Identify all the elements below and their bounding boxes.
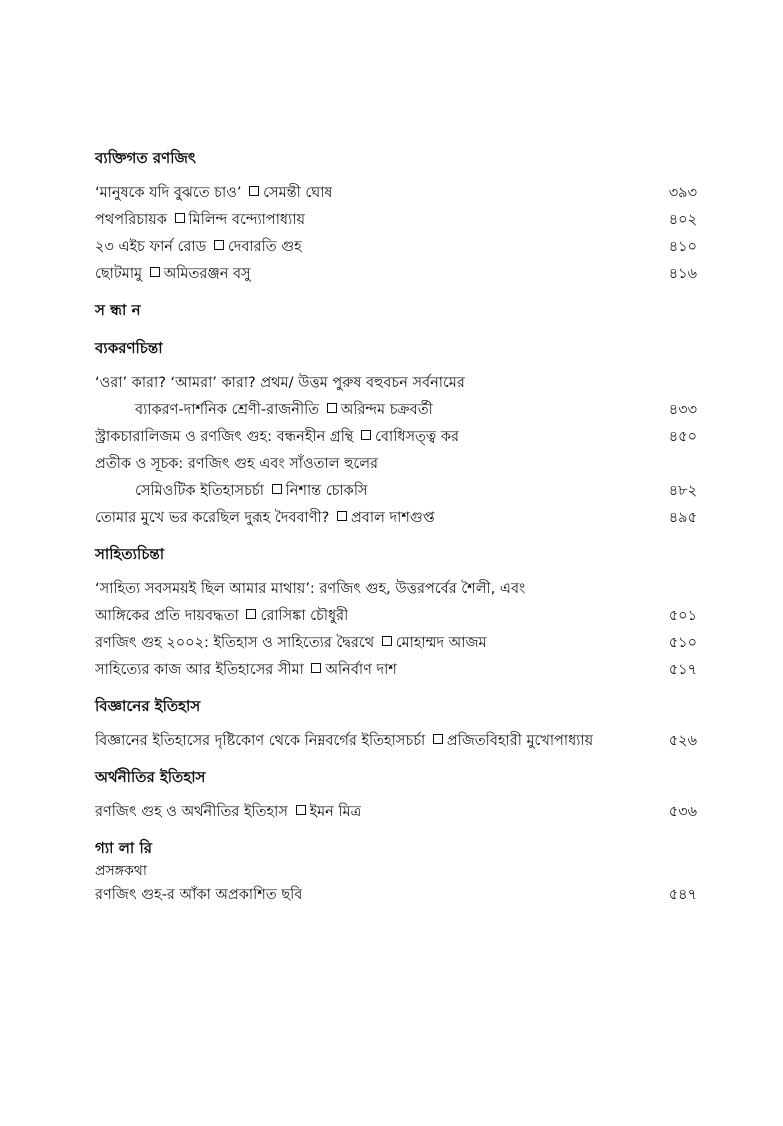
entry-page: ৩৯৩ bbox=[668, 185, 697, 201]
toc-entry[interactable] bbox=[95, 882, 697, 909]
entry-author: মোহাম্মদ আজম bbox=[395, 635, 487, 651]
entry-page: ৫১৭ bbox=[668, 662, 697, 678]
separator-box-icon bbox=[382, 636, 392, 646]
separator-box-icon bbox=[327, 403, 337, 413]
entry-author: অরিন্দম চক্রবর্তী bbox=[340, 402, 433, 418]
toc-entry[interactable] bbox=[95, 603, 697, 630]
entry-title: তোমার মুখে ভর করেছিল দুরূহ দৈববাণী? bbox=[95, 510, 330, 526]
entry-page: ৫৩৬ bbox=[668, 804, 697, 820]
toc-entry[interactable] bbox=[95, 397, 697, 424]
entry-title: ২৩ এইচ ফার্ন রোড bbox=[95, 239, 207, 255]
toc-entry[interactable] bbox=[95, 261, 697, 288]
separator-box-icon bbox=[249, 186, 259, 196]
entry-page: ৪৩৩ bbox=[668, 402, 697, 418]
entry-author: সেমন্তী ঘোষ bbox=[263, 185, 333, 201]
entry-author: অনির্বাণ দাশ bbox=[325, 662, 397, 678]
entry-author: দেবারতি গুহ bbox=[227, 239, 302, 255]
toc-entry[interactable] bbox=[95, 630, 697, 657]
separator-box-icon bbox=[214, 240, 224, 250]
entry-page: ৪০২ bbox=[668, 212, 697, 228]
separator-box-icon bbox=[361, 430, 371, 440]
part-heading: গ্যা লা রি bbox=[95, 839, 153, 857]
section-heading: ব্যক্তিগত রণজিৎ bbox=[95, 149, 196, 167]
toc-entry[interactable] bbox=[95, 424, 697, 451]
entry-page: ৪৫০ bbox=[668, 429, 697, 445]
entry-title: রণজিৎ গুহ ২০০২: ইতিহাস ও সাহিত্যের দ্বৈরথে bbox=[95, 635, 375, 651]
entry-title-line1: ‘সাহিত্য সবসময়ই ছিল আমার মাথায়’: রণজিৎ গুহ, উত্তরপর্বের শৈলী, এবং bbox=[95, 581, 526, 597]
entry-title: পথপরিচায়ক bbox=[95, 212, 167, 228]
separator-box-icon bbox=[246, 609, 256, 619]
table-of-contents bbox=[95, 146, 697, 909]
entry-page: ৫২৬ bbox=[668, 733, 697, 749]
entry-title: স্ট্রাকচারালিজম ও রণজিৎ গুহ: বন্ধনহীন গ্রন্থি bbox=[95, 429, 354, 445]
entry-author: বোধিসত্ত্ব কর bbox=[375, 429, 459, 445]
separator-box-icon bbox=[296, 805, 306, 815]
section-heading: অর্থনীতির ইতিহাস bbox=[95, 768, 206, 786]
toc-entry-line1[interactable] bbox=[95, 576, 697, 603]
entry-title: আঙ্গিকের প্রতি দায়বদ্ধতা bbox=[95, 608, 239, 624]
toc-entry-line1[interactable] bbox=[95, 451, 697, 478]
entry-title-line1: প্রতীক ও সূচক: রণজিৎ গুহ এবং সাঁওতাল হুলের bbox=[95, 456, 379, 472]
entry-title: রণজিৎ গুহ ও অর্থনীতির ইতিহাস bbox=[95, 804, 288, 820]
separator-box-icon bbox=[272, 484, 282, 494]
separator-box-icon bbox=[150, 267, 160, 277]
toc-entry[interactable] bbox=[95, 234, 697, 261]
entry-page: ৫০১ bbox=[668, 608, 697, 624]
toc-entry[interactable] bbox=[95, 207, 697, 234]
entry-author: মিলিন্দ বন্দ্যোপাধ্যায় bbox=[188, 212, 305, 228]
entry-page: ৫১০ bbox=[668, 635, 697, 651]
entry-title: রণজিৎ গুহ-র আঁকা অপ্রকাশিত ছবি bbox=[95, 887, 303, 903]
entry-author: অমিতরঞ্জন বসু bbox=[163, 266, 251, 282]
toc-entry-line1[interactable] bbox=[95, 370, 697, 397]
entry-title-line1: ‘ওরা’ কারা? ‘আমরা’ কারা? প্রথম/ উত্তম পুরুষ বহুবচন সর্বনামের bbox=[95, 375, 465, 391]
toc-entry[interactable] bbox=[95, 728, 697, 755]
entry-title: ‘মানুষকে যদি বুঝতে চাও’ bbox=[95, 185, 242, 201]
entry-page: ৪১০ bbox=[668, 239, 697, 255]
toc-entry[interactable] bbox=[95, 657, 697, 684]
separator-box-icon bbox=[175, 213, 185, 223]
separator-box-icon bbox=[433, 734, 443, 744]
entry-page: ৪১৬ bbox=[668, 266, 697, 282]
toc-entry[interactable] bbox=[95, 505, 697, 532]
entry-author: প্রজিতবিহারী মুখোপাধ্যায় bbox=[446, 733, 594, 749]
entry-page: ৪৯৫ bbox=[668, 510, 697, 526]
entry-page: ৫৪৭ bbox=[668, 887, 697, 903]
section-heading: বিজ্ঞানের ইতিহাস bbox=[95, 697, 201, 715]
entry-title: বিজ্ঞানের ইতিহাসের দৃষ্টিকোণ থেকে নিম্নবর্গের ইতিহাসচর্চা bbox=[95, 733, 426, 749]
entry-title: ব্যাকরণ-দার্শনিক শ্রেণী-রাজনীতি bbox=[135, 402, 320, 418]
entry-title: ছোটমামু bbox=[95, 266, 143, 282]
entry-title: সাহিত্যের কাজ আর ইতিহাসের সীমা bbox=[95, 662, 304, 678]
separator-box-icon bbox=[337, 511, 347, 521]
entry-page: ৪৮২ bbox=[668, 483, 697, 499]
entry-author: নিশান্ত চোকসি bbox=[285, 483, 368, 499]
subheading: প্রসঙ্গকথা bbox=[95, 863, 147, 879]
section-heading: ব্যকরণচিন্তা bbox=[95, 339, 163, 357]
entry-author: রোসিঙ্কা চৌধুরী bbox=[260, 608, 349, 624]
toc-entry[interactable] bbox=[95, 799, 697, 826]
toc-entry[interactable] bbox=[95, 180, 697, 207]
part-heading: স ন্ধা ন bbox=[95, 301, 141, 319]
entry-author: ইমন মিত্র bbox=[309, 804, 362, 820]
section-heading: সাহিত্যচিন্তা bbox=[95, 545, 165, 563]
entry-title: সেমিওটিক ইতিহাসচর্চা bbox=[135, 483, 264, 499]
toc-entry[interactable] bbox=[95, 478, 697, 505]
separator-box-icon bbox=[311, 663, 321, 673]
entry-author: প্রবাল দাশগুপ্ত bbox=[350, 510, 435, 526]
